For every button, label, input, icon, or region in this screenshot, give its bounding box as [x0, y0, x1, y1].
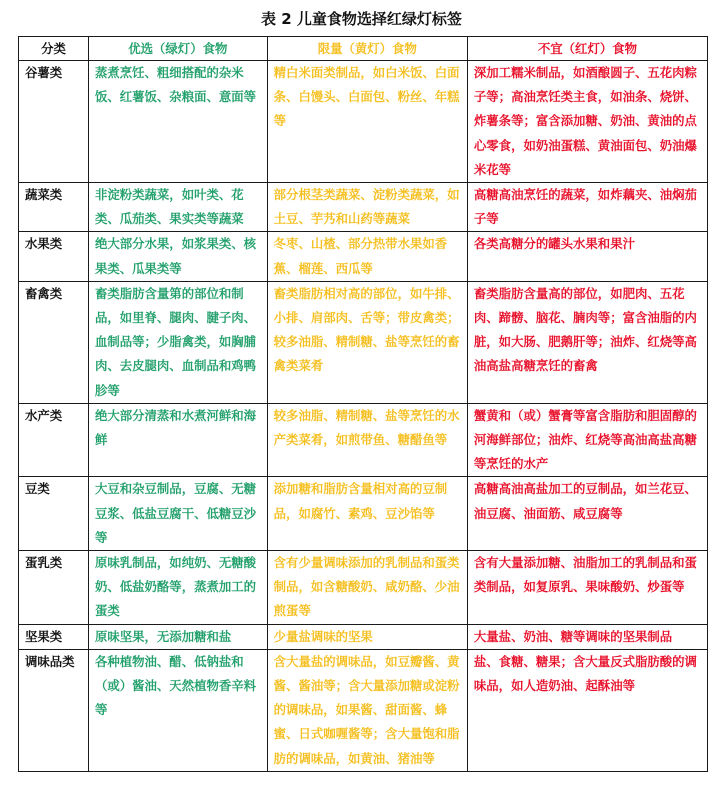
yellow-cell: 部分根茎类蔬菜、淀粉类蔬菜，如土豆、芋艿和山药等蔬菜 [267, 183, 467, 232]
red-cell: 蟹黄和（或）蟹膏等富含脂肪和胆固醇的河海鲜部位；油炸、红烧等高油高盐高糖等烹饪的水产 [467, 403, 707, 477]
category-cell: 畜禽类 [19, 281, 89, 403]
category-cell: 水产类 [19, 403, 89, 477]
yellow-cell: 畜类脂肪相对高的部位，如牛排、小排、肩部肉、舌等；带皮禽类；较多油脂、精制糖、盐等烹饪的畜禽类菜肴 [267, 281, 467, 403]
table-row [19, 649, 708, 771]
yellow-cell: 含有少量调味添加的乳制品和蛋类制品，如含糖酸奶、咸奶酪、少油煎蛋等 [267, 551, 467, 625]
green-cell: 蒸煮烹饪、粗细搭配的杂米饭、红薯饭、杂粮面、意面等 [88, 61, 267, 183]
category-cell: 水果类 [19, 232, 89, 281]
red-cell: 盐、食糖、糖果；含大量反式脂肪酸的调味品，如人造奶油、起酥油等 [467, 649, 707, 771]
yellow-cell: 精白米面类制品，如白米饭、白面条、白馒头、白面包、粉丝、年糕等 [267, 61, 467, 183]
green-cell: 畜类脂肪含量第的部位和制品，如里脊、腿肉、腱子肉、血制品等；少脂禽类，如胸脯肉、去皮腿肉、血制品和鸡鸭胗等 [88, 281, 267, 403]
yellow-cell: 含大量盐的调味品，如豆瓣酱、黄酱、酱油等；含大量添加糖或淀粉的调味品，如果酱、甜面酱、蜂蜜、日式咖喱酱等；含大量饱和脂肪的调味品，如黄油、猪油等 [267, 649, 467, 771]
table-row [19, 232, 708, 281]
category-cell: 豆类 [19, 477, 89, 551]
yellow-cell: 较多油脂、精制糖、盐等烹饪的水产类菜肴，如煎带鱼、糖醋鱼等 [267, 403, 467, 477]
header-red: 不宜（红灯）食物 [467, 37, 707, 61]
yellow-cell: 添加糖和脂肪含量相对高的豆制品，如腐竹、素鸡、豆沙馅等 [267, 477, 467, 551]
green-cell: 绝大部分清蒸和水煮河鲜和海鲜 [88, 403, 267, 477]
table-row [19, 281, 708, 403]
red-cell: 含有大量添加糖、油脂加工的乳制品和蛋类制品，如复原乳、果味酸奶、炒蛋等 [467, 551, 707, 625]
category-cell: 调味品类 [19, 649, 89, 771]
red-cell: 深加工糯米制品，如酒酿圆子、五花肉粽子等；高油烹饪类主食，如油条、烧饼、炸薯条等；富含添加糖、奶油、黄油的点心零食，如奶油蛋糕、黄油面包、奶油爆米花等 [467, 61, 707, 183]
header-category: 分类 [19, 37, 89, 61]
category-cell: 谷薯类 [19, 61, 89, 183]
food-traffic-light-table [18, 36, 708, 772]
green-cell: 原味坚果，无添加糖和盐 [88, 624, 267, 649]
category-cell: 蔬菜类 [19, 183, 89, 232]
table-row [19, 551, 708, 625]
header-yellow: 限量（黄灯）食物 [267, 37, 467, 61]
green-cell: 各种植物油、醋、低钠盐和（或）酱油、天然植物香辛料等 [88, 649, 267, 771]
category-cell: 坚果类 [19, 624, 89, 649]
green-cell: 大豆和杂豆制品，豆腐、无糖豆浆、低盐豆腐干、低糖豆沙等 [88, 477, 267, 551]
red-cell: 畜类脂肪含量高的部位，如肥肉、五花肉、蹄髈、脑花、腩肉等；富含油脂的内脏，如大肠、肥鹅肝等；油炸、红烧等高油高盐高糖烹饪的畜禽 [467, 281, 707, 403]
table-row [19, 477, 708, 551]
category-cell: 蛋乳类 [19, 551, 89, 625]
red-cell: 高糖高油烹饪的蔬菜，如炸藕夹、油焖茄子等 [467, 183, 707, 232]
green-cell: 非淀粉类蔬菜，如叶类、花类、瓜茄类、果实类等蔬菜 [88, 183, 267, 232]
header-green: 优选（绿灯）食物 [88, 37, 267, 61]
red-cell: 高糖高油高盐加工的豆制品，如兰花豆、油豆腐、油面筋、咸豆腐等 [467, 477, 707, 551]
yellow-cell: 少量盐调味的坚果 [267, 624, 467, 649]
table-row [19, 183, 708, 232]
table-header-row [19, 37, 708, 61]
green-cell: 原味乳制品，如纯奶、无糖酸奶、低盐奶酪等，蒸煮加工的蛋类 [88, 551, 267, 625]
yellow-cell: 冬枣、山楂、部分热带水果如香蕉、榴莲、西瓜等 [267, 232, 467, 281]
table-title: 表 2 儿童食物选择红绿灯标签 [261, 10, 462, 28]
green-cell: 绝大部分水果，如浆果类、核果类、瓜果类等 [88, 232, 267, 281]
table-row [19, 403, 708, 477]
red-cell: 各类高糖分的罐头水果和果汁 [467, 232, 707, 281]
red-cell: 大量盐、奶油、糖等调味的坚果制品 [467, 624, 707, 649]
table-row [19, 61, 708, 183]
table-row [19, 624, 708, 649]
